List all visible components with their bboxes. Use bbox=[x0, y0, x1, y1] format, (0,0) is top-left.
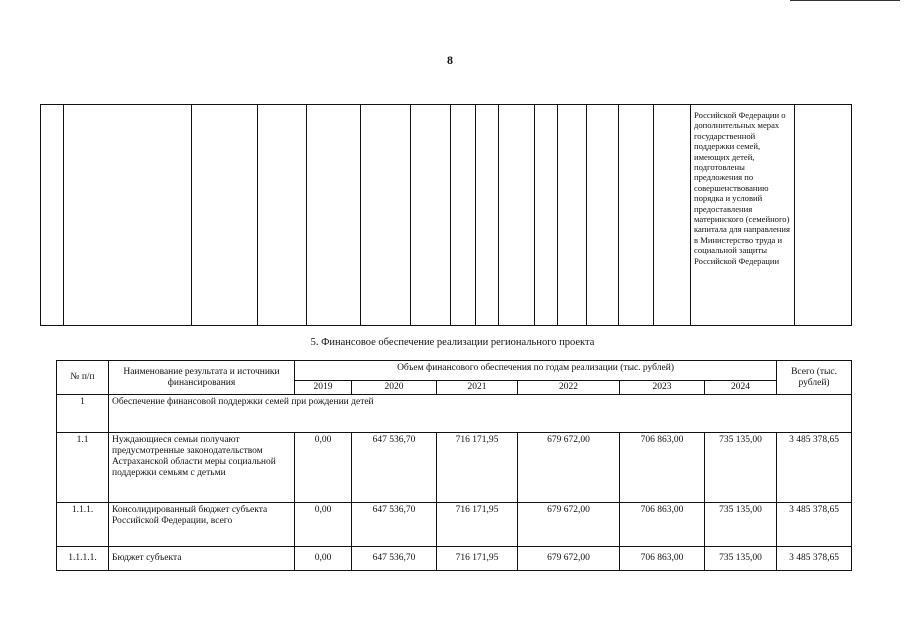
row-value: 679 672,00 bbox=[518, 547, 620, 571]
header-name: Наименование результата и источники финансирования bbox=[109, 361, 295, 395]
row-value: 716 171,95 bbox=[437, 547, 518, 571]
row-value: 0,00 bbox=[295, 547, 352, 571]
row-value: 647 536,70 bbox=[352, 547, 437, 571]
column-divider bbox=[534, 105, 535, 325]
column-divider bbox=[360, 105, 361, 325]
row-name: Бюджет субъекта bbox=[109, 547, 295, 571]
header-volume: Объем финансового обеспечения по годам реализации (тыс. рублей) bbox=[295, 361, 777, 381]
row-total: 3 485 378,65 bbox=[777, 503, 852, 547]
row-value: 647 536,70 bbox=[352, 433, 437, 503]
row-value: 706 863,00 bbox=[620, 547, 705, 571]
table-row bbox=[57, 433, 852, 503]
column-divider bbox=[653, 105, 654, 325]
header-row bbox=[57, 361, 852, 381]
row-value: 0,00 bbox=[295, 503, 352, 547]
table-row bbox=[57, 547, 852, 571]
header-year: 2019 bbox=[295, 381, 352, 395]
column-divider bbox=[63, 105, 64, 325]
column-divider bbox=[690, 105, 691, 325]
row-value: 735 135,00 bbox=[705, 433, 777, 503]
column-divider bbox=[410, 105, 411, 325]
row-value: 735 135,00 bbox=[705, 547, 777, 571]
column-divider bbox=[450, 105, 451, 325]
financing-table bbox=[56, 360, 852, 571]
note-cell-text: Российской Федерации о дополнительных мерах государственной поддержки семей, имеющих детей, подготовлены предложения по совершенствованию порядка и условий предоставления материнского (семейного) капитала для направления в Министерство труда и социальной защиты Российской Федерации bbox=[694, 110, 790, 266]
header-year: 2023 bbox=[620, 381, 705, 395]
row-num: 1.1.1. bbox=[57, 503, 109, 547]
column-divider bbox=[306, 105, 307, 325]
row-value: 706 863,00 bbox=[620, 503, 705, 547]
column-divider bbox=[557, 105, 558, 325]
header-year: 2022 bbox=[518, 381, 620, 395]
row-num: 1.1.1.1. bbox=[57, 547, 109, 571]
row-total: 3 485 378,65 bbox=[777, 433, 852, 503]
column-divider bbox=[618, 105, 619, 325]
column-divider bbox=[257, 105, 258, 325]
row-total: 3 485 378,65 bbox=[777, 547, 852, 571]
section-num: 1 bbox=[57, 395, 109, 433]
row-value: 647 536,70 bbox=[352, 503, 437, 547]
column-divider bbox=[498, 105, 499, 325]
header-year: 2020 bbox=[352, 381, 437, 395]
row-value: 679 672,00 bbox=[518, 433, 620, 503]
row-name: Нуждающиеся семьи получают предусмотренные законодательством Астраханской области меры социальной поддержки семьям с детьми bbox=[109, 433, 295, 503]
row-name: Консолидированный бюджет субъекта Российской Федерации, всего bbox=[109, 503, 295, 547]
top-rule bbox=[790, 0, 900, 1]
row-value: 716 171,95 bbox=[437, 503, 518, 547]
row-value: 679 672,00 bbox=[518, 503, 620, 547]
header-total: Всего (тыс. рублей) bbox=[777, 361, 852, 395]
table-row bbox=[57, 503, 852, 547]
column-divider bbox=[191, 105, 192, 325]
header-year: 2021 bbox=[437, 381, 518, 395]
header-year: 2024 bbox=[705, 381, 777, 395]
row-value: 0,00 bbox=[295, 433, 352, 503]
section-title: 5. Финансовое обеспечение реализации регионального проекта bbox=[310, 337, 595, 348]
section-row bbox=[57, 395, 852, 433]
column-divider bbox=[794, 105, 795, 325]
row-value: 716 171,95 bbox=[437, 433, 518, 503]
header-num: № п/п bbox=[57, 361, 109, 395]
section-name: Обеспечение финансовой поддержки семей при рождении детей bbox=[109, 395, 852, 433]
row-value: 706 863,00 bbox=[620, 433, 705, 503]
upper-continuation-table bbox=[40, 104, 852, 326]
row-value: 735 135,00 bbox=[705, 503, 777, 547]
column-divider bbox=[586, 105, 587, 325]
page-number: 8 bbox=[447, 53, 453, 67]
column-divider bbox=[475, 105, 476, 325]
row-num: 1.1 bbox=[57, 433, 109, 503]
